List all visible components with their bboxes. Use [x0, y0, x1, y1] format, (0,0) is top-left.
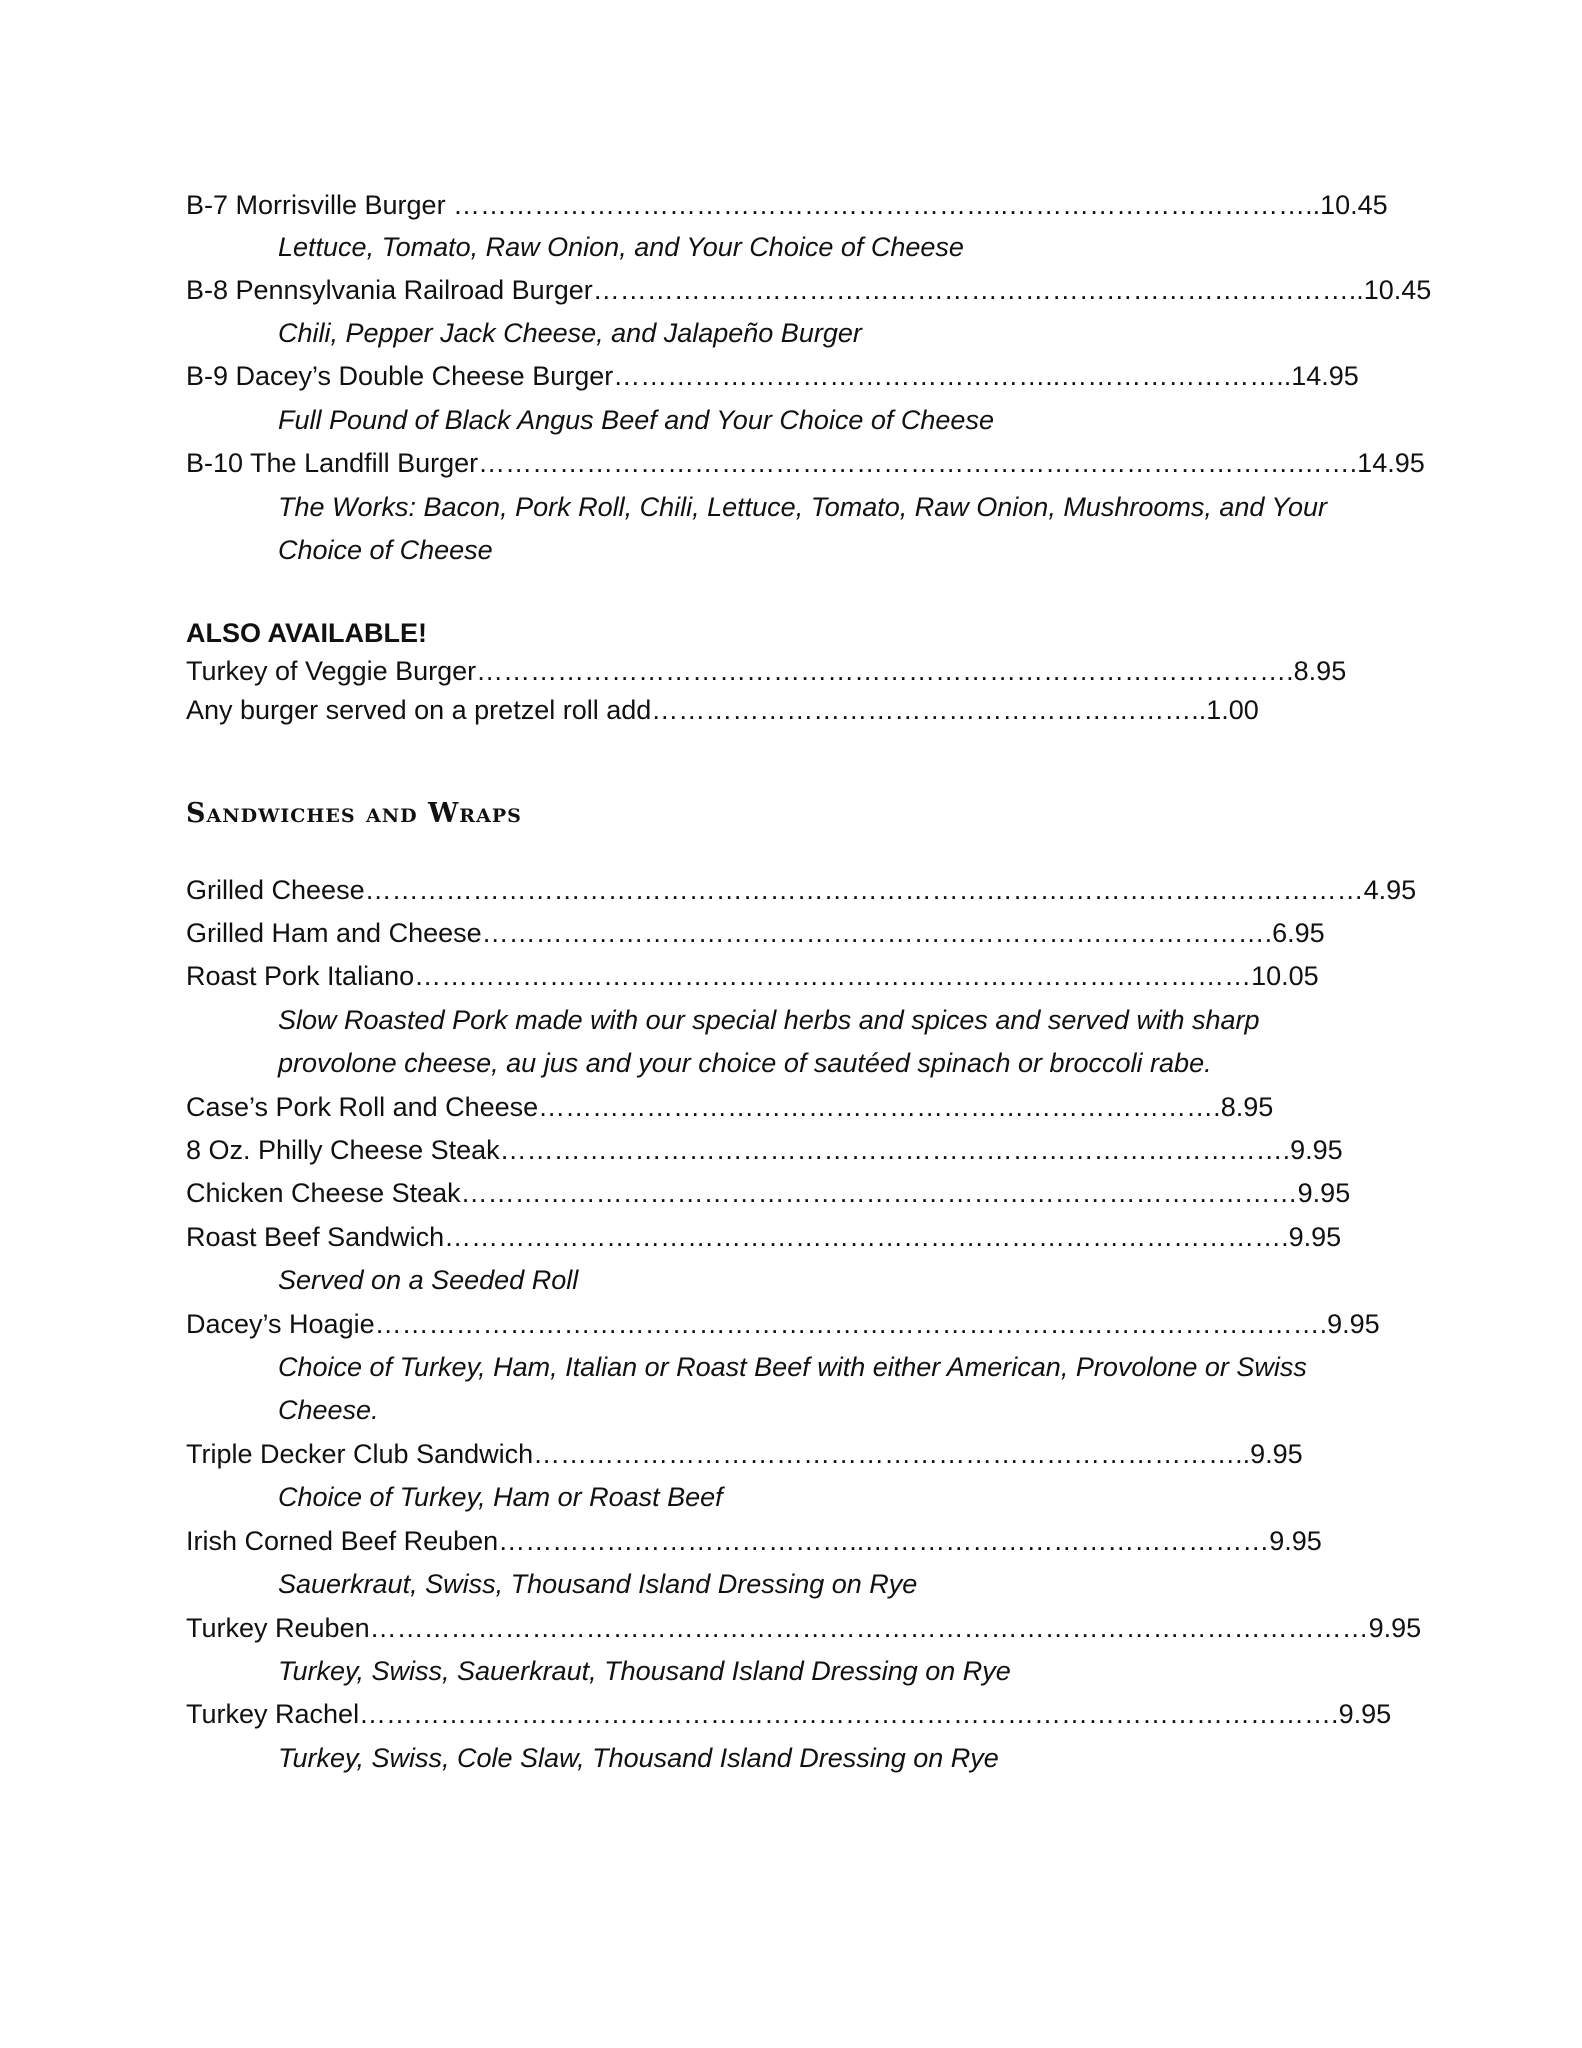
menu-item-b8: B-8 Pennsylvania Railroad Burger…………………………………………………………………………..10.45 [186, 275, 1432, 305]
menu-item-description: Cheese. [278, 1395, 379, 1425]
menu-item-description: Turkey, Swiss, Sauerkraut, Thousand Island Dressing on Rye [278, 1656, 1011, 1686]
menu-item-pork-roll-cheese: Case’s Pork Roll and Cheese………………………………………………………………….8.95 [186, 1092, 1274, 1122]
menu-item-description: Served on a Seeded Roll [278, 1265, 579, 1295]
menu-item-turkey-reuben: Turkey Reuben…………………………………………………………………………………………………9.95 [186, 1613, 1422, 1643]
menu-item-description: Choice of Turkey, Ham or Roast Beef [278, 1482, 723, 1512]
menu-item-grilled-ham-cheese: Grilled Ham and Cheese…………………………………………………………………………….6.95 [186, 918, 1325, 948]
menu-item-description: provolone cheese, au jus and your choice of sautéed spinach or broccoli rabe. [278, 1048, 1212, 1078]
menu-item-b9: B-9 Dacey’s Double Cheese Burger…………………………………………..……………………..14.95 [186, 361, 1359, 391]
menu-item-description: Lettuce, Tomato, Raw Onion, and Your Choice of Cheese [278, 232, 964, 262]
menu-item-grilled-cheese: Grilled Cheese…………………………………………………………………………………………………4.95 [186, 875, 1417, 905]
menu-item-description: Full Pound of Black Angus Beef and Your Choice of Cheese [278, 405, 994, 435]
menu-item-corned-beef-reuben: Irish Corned Beef Reuben…………………………………..………………………………………9.95 [186, 1526, 1322, 1556]
menu-item-turkey-rachel: Turkey Rachel……………………………………………………………………………………………….9.95 [186, 1699, 1392, 1729]
menu-item-description: Slow Roasted Pork made with our special herbs and spices and served with sharp [278, 1005, 1260, 1035]
menu-item-description: Chili, Pepper Jack Cheese, and Jalapeño Burger [278, 318, 862, 348]
menu-item-roast-pork-italiano: Roast Pork Italiano…………………………………………………………………………………10.05 [186, 961, 1319, 991]
section-title-sandwiches: Sandwiches and Wraps [186, 798, 522, 829]
menu-item-b7: B-7 Morrisville Burger ……………………………………………………..……………………………..10.45 [186, 190, 1388, 220]
menu-item-daceys-hoagie: Dacey’s Hoagie…………………………………………………………………………………………….9.95 [186, 1309, 1380, 1339]
menu-item-roast-beef-sandwich: Roast Beef Sandwich………………………………………………………………………………….9.95 [186, 1222, 1342, 1252]
menu-item-triple-decker-club: Triple Decker Club Sandwich……………………………………………………………………..9.95 [186, 1439, 1303, 1469]
also-available-item: Turkey of Veggie Burger……………………………………………………………………………….8.95 [186, 656, 1347, 686]
menu-item-description: Turkey, Swiss, Cole Slaw, Thousand Island Dressing on Rye [278, 1743, 999, 1773]
menu-item-description: Sauerkraut, Swiss, Thousand Island Dressing on Rye [278, 1569, 918, 1599]
menu-item-philly-cheese-steak: 8 Oz. Philly Cheese Steak…………………………………………………………………………….9.95 [186, 1135, 1343, 1165]
menu-item-b10: B-10 The Landfill Burger……………………………………………………………………………….…….14.95 [186, 448, 1425, 478]
also-available-heading: ALSO AVAILABLE! [186, 618, 427, 648]
menu-item-description: The Works: Bacon, Pork Roll, Chili, Lettuce, Tomato, Raw Onion, Mushrooms, and Your [278, 492, 1327, 522]
also-available-item: Any burger served on a pretzel roll add……………………………………………………..1.00 [186, 695, 1259, 725]
menu-item-chicken-cheese-steak: Chicken Cheese Steak…………………………………………………………………………………9.95 [186, 1178, 1351, 1208]
menu-item-description: Choice of Cheese [278, 535, 493, 565]
menu-item-description: Choice of Turkey, Ham, Italian or Roast Beef with either American, Provolone or Swiss [278, 1352, 1307, 1382]
